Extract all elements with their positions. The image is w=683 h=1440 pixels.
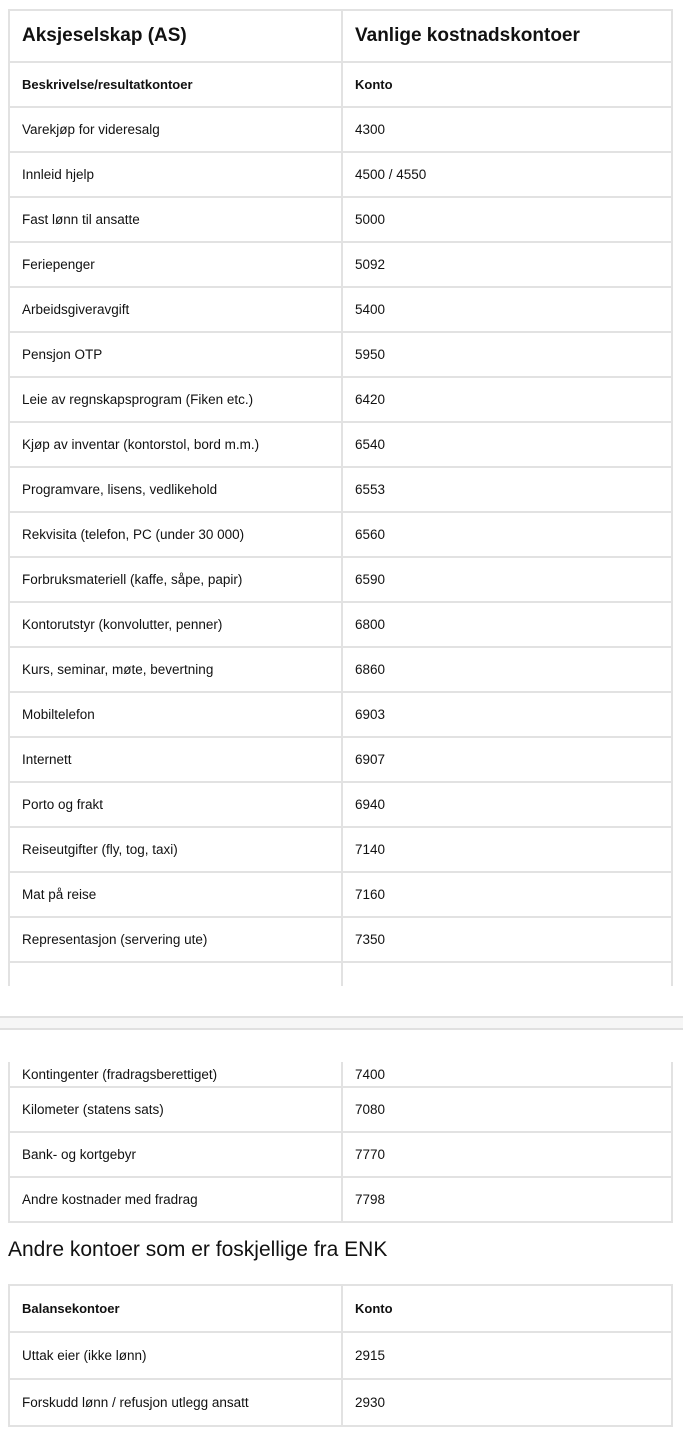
row-account: 6540 — [342, 422, 672, 467]
row-description: Mat på reise — [9, 872, 342, 917]
row-account: 5000 — [342, 197, 672, 242]
table-row — [9, 647, 672, 692]
row-description: Pensjon OTP — [9, 332, 342, 377]
row-account: 5950 — [342, 332, 672, 377]
row-account: 5400 — [342, 287, 672, 332]
row-description: Forskudd lønn / refusjon utlegg ansatt — [9, 1379, 342, 1426]
table-row — [9, 1379, 672, 1426]
table-row — [9, 197, 672, 242]
row-description: Uttak eier (ikke lønn) — [9, 1332, 342, 1379]
table-row — [9, 1332, 672, 1379]
table-row — [9, 917, 672, 962]
row-account: 2915 — [342, 1332, 672, 1379]
row-account: 7400 — [342, 1062, 672, 1087]
row-account: 6560 — [342, 512, 672, 557]
row-description: Reiseutgifter (fly, tog, taxi) — [9, 827, 342, 872]
table-row — [9, 602, 672, 647]
table-row — [9, 1062, 672, 1087]
row-description: Porto og frakt — [9, 782, 342, 827]
row-description: Kurs, seminar, møte, bevertning — [9, 647, 342, 692]
row-account: 7350 — [342, 917, 672, 962]
table-row — [9, 107, 672, 152]
table-row — [9, 467, 672, 512]
table-row — [9, 1177, 672, 1222]
row-description: Innleid hjelp — [9, 152, 342, 197]
row-description: Programvare, lisens, vedlikehold — [9, 467, 342, 512]
row-account: 7160 — [342, 872, 672, 917]
table-row — [9, 1132, 672, 1177]
table-row — [9, 1087, 672, 1132]
balance-accounts-table — [8, 1284, 673, 1427]
row-account: 6553 — [342, 467, 672, 512]
column-header-account: Konto — [342, 62, 672, 107]
table-row — [9, 872, 672, 917]
table-row — [9, 332, 672, 377]
row-description: Kontingenter (fradragsberettiget) — [9, 1062, 342, 1087]
row-description: Arbeidsgiveravgift — [9, 287, 342, 332]
column-header-description: Beskrivelse/resultatkontoer — [9, 62, 342, 107]
row-account: 6800 — [342, 602, 672, 647]
table-header-row — [9, 1285, 672, 1332]
row-account: 7080 — [342, 1087, 672, 1132]
row-description: Feriepenger — [9, 242, 342, 287]
row-description: Rekvisita (telefon, PC (under 30 000) — [9, 512, 342, 557]
row-account: 4500 / 4550 — [342, 152, 672, 197]
row-account: 2930 — [342, 1379, 672, 1426]
row-description: Kontorutstyr (konvolutter, penner) — [9, 602, 342, 647]
cost-accounts-table-continued — [8, 1062, 673, 1223]
row-description: Varekjøp for videresalg — [9, 107, 342, 152]
row-account: 7770 — [342, 1132, 672, 1177]
row-description: Forbruksmateriell (kaffe, såpe, papir) — [9, 557, 342, 602]
table-row — [9, 287, 672, 332]
row-account: 6860 — [342, 647, 672, 692]
row-description: Kjøp av inventar (kontorstol, bord m.m.) — [9, 422, 342, 467]
table-row — [9, 782, 672, 827]
row-account: 7798 — [342, 1177, 672, 1222]
table-title-left: Aksjeselskap (AS) — [9, 10, 342, 62]
row-description: Mobiltelefon — [9, 692, 342, 737]
row-description: Representasjon (servering ute) — [9, 917, 342, 962]
page-separator — [0, 1016, 683, 1030]
row-description: Kilometer (statens sats) — [9, 1087, 342, 1132]
table-header-row — [9, 62, 672, 107]
table-row — [9, 692, 672, 737]
row-account: 6420 — [342, 377, 672, 422]
row-account: 6907 — [342, 737, 672, 782]
row-description: Fast lønn til ansatte — [9, 197, 342, 242]
section-heading: Andre kontoer som er foskjellige fra ENK — [8, 1238, 388, 1261]
table-row — [9, 557, 672, 602]
table-row — [9, 377, 672, 422]
table-title-row — [9, 10, 672, 62]
table-title-right: Vanlige kostnadskontoer — [342, 10, 672, 62]
row-description: Andre kostnader med fradrag — [9, 1177, 342, 1222]
row-account: 6590 — [342, 557, 672, 602]
column-header-account: Konto — [342, 1285, 672, 1332]
table-row — [9, 512, 672, 557]
cost-accounts-table — [8, 9, 673, 986]
table-row — [9, 737, 672, 782]
table-row — [9, 242, 672, 287]
column-header-description: Balansekontoer — [9, 1285, 342, 1332]
table-row-empty — [9, 962, 672, 986]
row-description: Leie av regnskapsprogram (Fiken etc.) — [9, 377, 342, 422]
table-row — [9, 827, 672, 872]
row-account: 4300 — [342, 107, 672, 152]
row-description: Bank- og kortgebyr — [9, 1132, 342, 1177]
row-description: Internett — [9, 737, 342, 782]
row-account: 7140 — [342, 827, 672, 872]
row-account: 6903 — [342, 692, 672, 737]
row-account: 6940 — [342, 782, 672, 827]
table-row — [9, 152, 672, 197]
table-row — [9, 422, 672, 467]
row-account: 5092 — [342, 242, 672, 287]
